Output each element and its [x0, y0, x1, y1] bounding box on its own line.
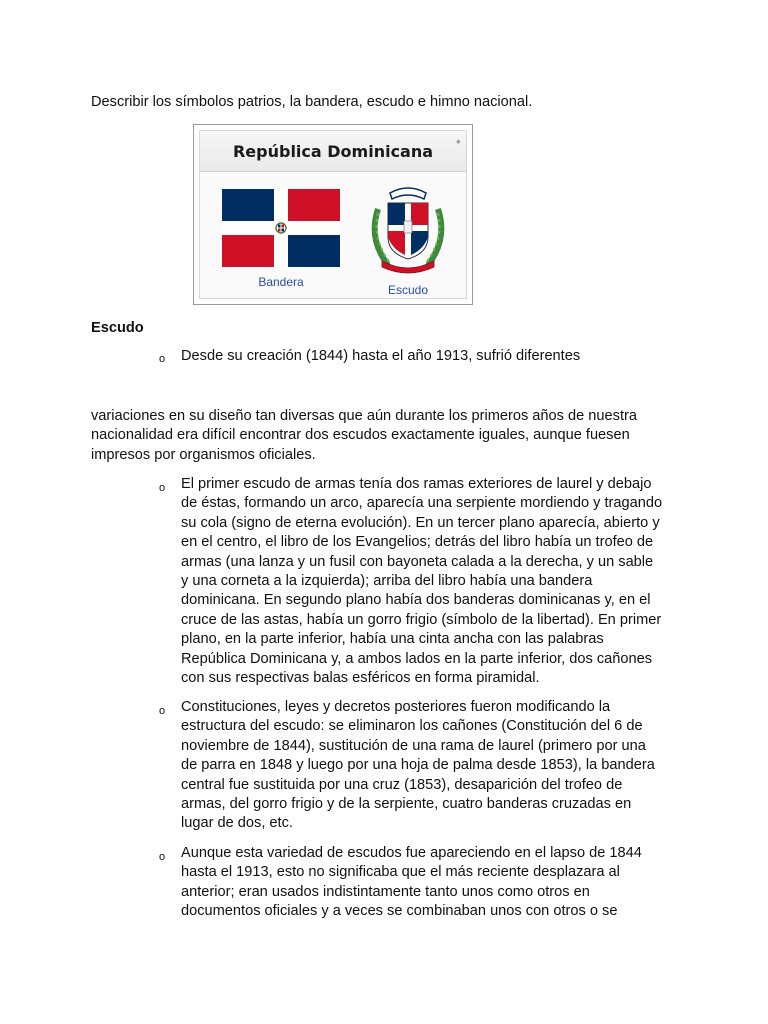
- coat-caption-link[interactable]: Escudo: [387, 283, 429, 297]
- text-line: de parra en 1848 y luego por una hoja de palma desde 1853), la bandera: [181, 757, 655, 774]
- text-line: con sus respectivas balas esféricos en forma piramidal.: [181, 670, 540, 687]
- text-line: República Dominicana y, a ambos lados en la parte inferior, dos cañones: [181, 650, 653, 667]
- figure-title-bar: [200, 131, 466, 172]
- continuation-paragraph: [91, 407, 691, 465]
- text-line: nacionalidad era difícil encontrar dos escudos exactamente iguales, aunque fuesen: [91, 427, 630, 444]
- text-line: El primer escudo de armas tenía dos ramas exteriores de laurel y debajo: [181, 476, 652, 492]
- text-line: lugar de dos, etc.: [181, 815, 293, 832]
- bullet-item-3: [181, 698, 681, 834]
- text-line: noviembre de 1844), sustitución de una rama de laurel (primero por una: [181, 737, 646, 754]
- flag-and-coat-figure: [193, 124, 473, 305]
- figure-title: República Dominicana: [232, 142, 434, 161]
- text-line: dominicana. En segundo plano había dos banderas dominicanas y, en el: [181, 592, 651, 609]
- bullet-marker: o: [159, 482, 166, 494]
- intro-text: Describir los símbolos patrios, la bandera, escudo e himno nacional.: [91, 94, 533, 110]
- text-line: cruce de las astas, había un gorro frigio (símbolo de la libertad). En primer: [181, 611, 662, 628]
- text-line: documentos oficiales y a veces se combinaban unos con otros o se: [181, 903, 618, 920]
- coat-of-arms-image: [364, 179, 452, 285]
- text-line: de éstas, formando un arco, aparecía una serpiente mordiendo y tragando: [181, 495, 663, 512]
- text-line: plano, en la parte inferior, había una cinta ancha con las palabras: [181, 631, 604, 648]
- section-heading-escudo: Escudo: [91, 320, 144, 336]
- flag-caption-link[interactable]: Bandera: [258, 275, 304, 289]
- text-line: y una corneta a la izquierda); arriba del libro había una bandera: [181, 573, 593, 590]
- dominican-flag-image: [222, 189, 340, 273]
- corner-mark-icon: ✦: [454, 137, 462, 147]
- text-line: en el centro, el libro de los Evangelios; detrás del libro había un trofeo de: [181, 534, 654, 551]
- text-line: Desde su creación (1844) hasta el año 1913, sufrió diferentes: [181, 348, 581, 364]
- text-line: su cola (signo de eterna evolución). En un tercer plano aparecía, abierto y: [181, 514, 660, 531]
- text-line: impresos por organismos oficiales.: [91, 446, 316, 463]
- bullet-item-2: [181, 475, 681, 688]
- bullet-item-1: [181, 347, 681, 366]
- text-line: Aunque esta variedad de escudos fue apareciendo en el lapso de 1844: [181, 845, 642, 861]
- text-line: estructura del escudo: se eliminaron los cañones (Constitución del 6 de: [181, 718, 643, 735]
- text-line: central fue sustituida por una cruz (1853), desaparición del trofeo de: [181, 776, 623, 793]
- text-line: hasta el 1913, esto no significaba que el más reciente desplazara al: [181, 864, 620, 881]
- text-line: variaciones en su diseño tan diversas que aún durante los primeros años de nuestra: [91, 408, 637, 424]
- text-line: Constituciones, leyes y decretos posteriores fueron modificando la: [181, 699, 611, 715]
- bullet-marker: o: [159, 851, 166, 863]
- text-line: armas, del gorro frigio y de la serpiente, cuatro banderas cruzadas en: [181, 796, 632, 813]
- bullet-marker: o: [159, 705, 166, 717]
- text-line: anterior; eran usados indistintamente tanto unos como otros en: [181, 883, 590, 900]
- text-line: armas (una lanza y un fusil con bayoneta calada a la derecha, y un sable: [181, 553, 654, 570]
- bullet-item-4: [181, 844, 681, 922]
- bullet-marker: o: [159, 353, 166, 365]
- figure-panel: [199, 130, 467, 299]
